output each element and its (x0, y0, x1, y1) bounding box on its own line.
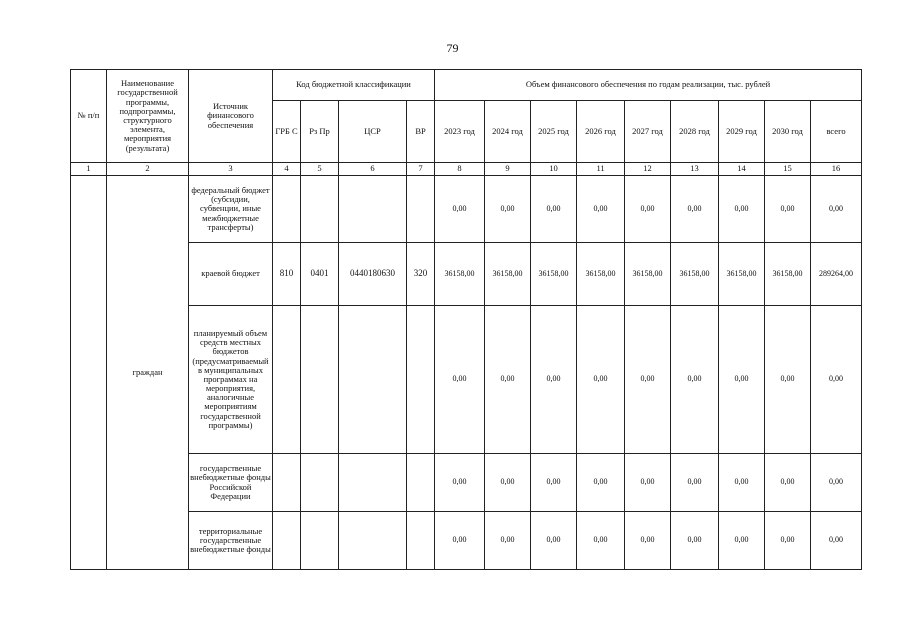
value-cell: 0,00 (435, 454, 485, 512)
total-cell: 0,00 (811, 512, 862, 570)
value-cell: 0,00 (485, 176, 531, 243)
header-total: всего (811, 101, 862, 163)
table-row (71, 512, 862, 570)
vr-cell (407, 306, 435, 454)
grbs-cell: 810 (273, 243, 301, 306)
header-volume-group: Объем финансового обеспечения по годам реализации, тыс. рублей (435, 70, 862, 101)
table-row (71, 243, 862, 306)
value-cell: 0,00 (765, 176, 811, 243)
column-number: 2 (107, 163, 189, 176)
column-number: 14 (719, 163, 765, 176)
value-cell: 0,00 (485, 454, 531, 512)
value-cell: 0,00 (531, 176, 577, 243)
row-number-cell (71, 176, 107, 570)
value-cell: 0,00 (671, 454, 719, 512)
budget-table (70, 69, 862, 570)
column-number: 15 (765, 163, 811, 176)
rzpr-cell: 0401 (301, 243, 339, 306)
rzpr-cell (301, 512, 339, 570)
value-cell: 36158,00 (625, 243, 671, 306)
grbs-cell (273, 306, 301, 454)
table-row (71, 454, 862, 512)
header-name: Наименование государственной программы, подпрограммы, структурного элемента, мероприятия (результата) (107, 70, 189, 163)
source-cell: территориальные государственные внебюджетные фонды (189, 512, 273, 570)
value-cell: 0,00 (719, 176, 765, 243)
value-cell: 36158,00 (577, 243, 625, 306)
csr-cell (339, 454, 407, 512)
column-number: 6 (339, 163, 407, 176)
value-cell: 0,00 (577, 306, 625, 454)
csr-cell (339, 176, 407, 243)
rzpr-cell (301, 176, 339, 243)
value-cell: 0,00 (671, 306, 719, 454)
column-number: 3 (189, 163, 273, 176)
value-cell: 36158,00 (435, 243, 485, 306)
value-cell: 36158,00 (531, 243, 577, 306)
header-year-2030: 2030 год (765, 101, 811, 163)
vr-cell (407, 176, 435, 243)
header-row-1 (71, 70, 862, 101)
header-grbs: ГРБ С (273, 101, 301, 163)
column-number: 8 (435, 163, 485, 176)
value-cell: 36158,00 (671, 243, 719, 306)
value-cell: 0,00 (719, 454, 765, 512)
value-cell: 36158,00 (765, 243, 811, 306)
value-cell: 0,00 (671, 512, 719, 570)
vr-cell (407, 454, 435, 512)
value-cell: 0,00 (765, 306, 811, 454)
header-year-2023: 2023 год (435, 101, 485, 163)
column-number: 11 (577, 163, 625, 176)
total-cell: 0,00 (811, 306, 862, 454)
source-cell: государственные внебюджетные фонды Российской Федерации (189, 454, 273, 512)
column-number: 9 (485, 163, 531, 176)
grbs-cell (273, 512, 301, 570)
header-year-2027: 2027 год (625, 101, 671, 163)
value-cell: 0,00 (719, 306, 765, 454)
rzpr-cell (301, 306, 339, 454)
column-number: 16 (811, 163, 862, 176)
header-num: № п/п (71, 70, 107, 163)
header-source: Источник финансового обеспечения (189, 70, 273, 163)
csr-cell: 0440180630 (339, 243, 407, 306)
column-number: 4 (273, 163, 301, 176)
grbs-cell (273, 454, 301, 512)
header-rzpr: Рз Пр (301, 101, 339, 163)
value-cell: 0,00 (671, 176, 719, 243)
rzpr-cell (301, 454, 339, 512)
value-cell: 0,00 (625, 454, 671, 512)
value-cell: 0,00 (531, 454, 577, 512)
vr-cell (407, 512, 435, 570)
page-number: 79 (446, 41, 459, 55)
value-cell: 0,00 (625, 306, 671, 454)
header-year-2026: 2026 год (577, 101, 625, 163)
value-cell: 0,00 (625, 176, 671, 243)
column-number-row (71, 163, 862, 176)
value-cell: 0,00 (435, 512, 485, 570)
header-kbk-group: Код бюджетной классификации (273, 70, 435, 101)
value-cell: 0,00 (485, 512, 531, 570)
value-cell: 0,00 (531, 512, 577, 570)
header-vr: ВР (407, 101, 435, 163)
value-cell: 0,00 (531, 306, 577, 454)
value-cell: 0,00 (765, 454, 811, 512)
csr-cell (339, 512, 407, 570)
value-cell: 0,00 (435, 176, 485, 243)
header-year-2029: 2029 год (719, 101, 765, 163)
table-row (71, 176, 862, 243)
column-number: 1 (71, 163, 107, 176)
column-number: 13 (671, 163, 719, 176)
header-csr: ЦСР (339, 101, 407, 163)
header-year-2024: 2024 год (485, 101, 531, 163)
column-number: 10 (531, 163, 577, 176)
column-number: 7 (407, 163, 435, 176)
header-year-2025: 2025 год (531, 101, 577, 163)
source-cell: планируемый объем средств местных бюджетов (предусматриваемый в муниципальных программах на мероприятия, аналогичные мероприятиям государственной программы) (189, 306, 273, 454)
grbs-cell (273, 176, 301, 243)
vr-cell: 320 (407, 243, 435, 306)
column-number: 12 (625, 163, 671, 176)
value-cell: 36158,00 (719, 243, 765, 306)
value-cell: 0,00 (577, 176, 625, 243)
source-cell: федеральный бюджет (субсидии, субвенции, иные межбюджетные трансферты) (189, 176, 273, 243)
value-cell: 0,00 (719, 512, 765, 570)
value-cell: 0,00 (435, 306, 485, 454)
total-cell: 289264,00 (811, 243, 862, 306)
table-row (71, 306, 862, 454)
value-cell: 0,00 (577, 512, 625, 570)
total-cell: 0,00 (811, 454, 862, 512)
column-number: 5 (301, 163, 339, 176)
csr-cell (339, 306, 407, 454)
source-cell: краевой бюджет (189, 243, 273, 306)
value-cell: 0,00 (577, 454, 625, 512)
value-cell: 0,00 (625, 512, 671, 570)
total-cell: 0,00 (811, 176, 862, 243)
header-year-2028: 2028 год (671, 101, 719, 163)
value-cell: 0,00 (765, 512, 811, 570)
value-cell: 36158,00 (485, 243, 531, 306)
value-cell: 0,00 (485, 306, 531, 454)
item-name-cell: граждан (107, 176, 189, 570)
